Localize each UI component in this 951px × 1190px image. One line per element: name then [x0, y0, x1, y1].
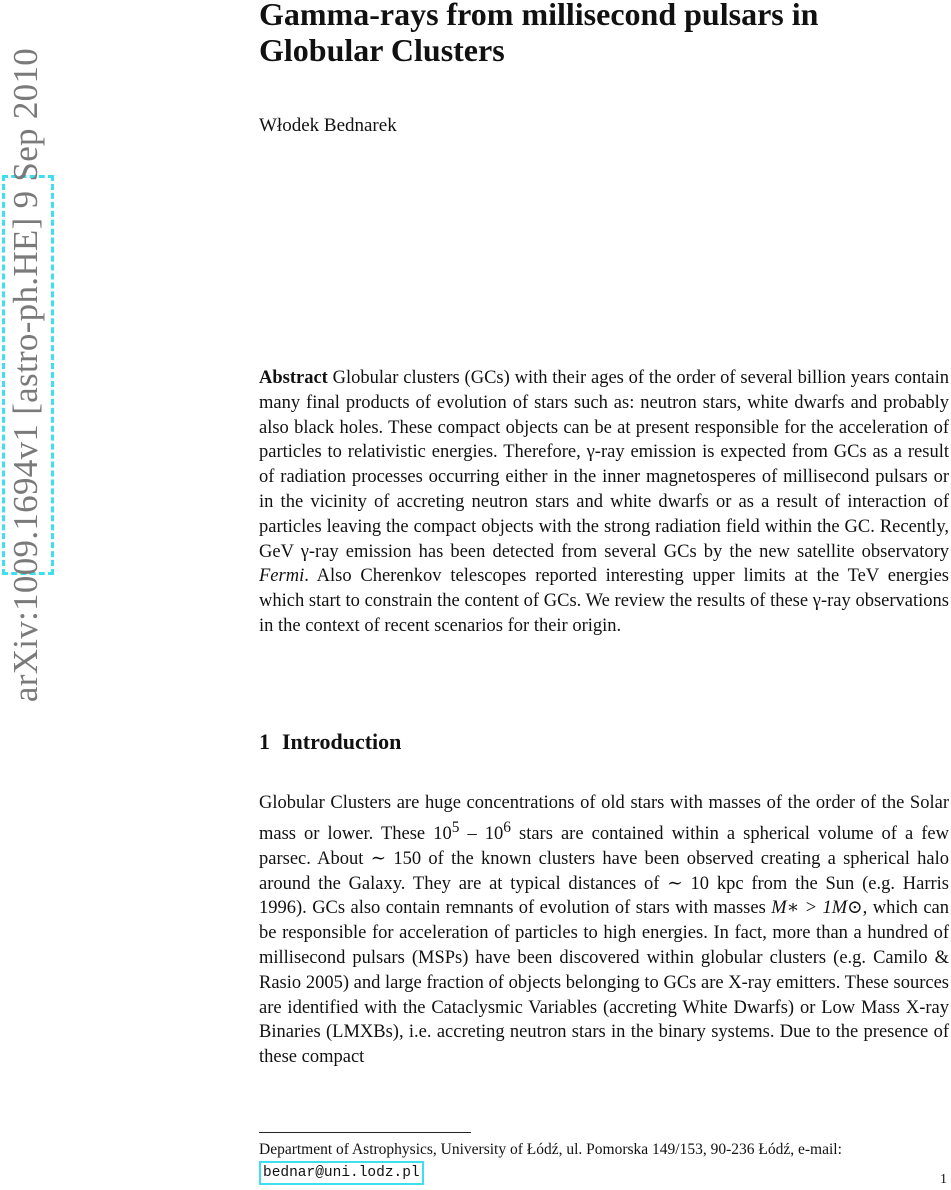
- abstract-fermi: Fermi: [259, 566, 305, 587]
- intro-text-part2: stars are contained within a spherical volume of a few parsec. About ∼ 150 of the known clusters have been observed creating a spherical halo around the Galaxy. They are at typical distances of ∼ 10 kpc from the Sun (e.g. Harris 1996). GCs also contain remnants of evolution of stars with masses: [259, 823, 949, 919]
- paper-title: Gamma-rays from millisecond pulsars in Globular Clusters: [259, 0, 819, 68]
- page-number: 1: [940, 1172, 947, 1187]
- section-number: 1: [259, 729, 270, 754]
- intro-exp-base2: 10: [484, 823, 504, 844]
- arxiv-identifier[interactable]: arXiv:1009.1694v1 [astro-ph.HE] 9 Sep 2010: [6, 47, 45, 703]
- introduction-paragraph: [259, 791, 949, 1070]
- intro-text-part3: , which can be responsible for acceleration of particles to high energies. In fact, more than a hundred of millisecond pulsars (MSPs) have been discovered within globular clusters (e.g. Camilo & Rasio 2005) and large fraction of objects belonging to GCs are X-ray emitters. These sources are identified with the Cataclysmic Variables (accreting White Dwarfs) or Low Mass X-ray Binaries (LMXBs), i.e. accreting neutron stars in the binary systems. Due to the presence of these compact: [259, 898, 950, 1068]
- footnote: [259, 1140, 949, 1185]
- abstract-text-part1: Globular clusters (GCs) with their ages of the order of several billion years contain many final products of evolution of stars such as: neutron stars, white dwarfs and probably also black holes. These compact objects can be at present responsible for the acceleration of particles to relativistic energies. Therefore, γ-ray emission is expected from GCs as a result of radiation processes occurring either in the inner magnetosperes of millisecond pulsars or in the vicinity of accreting neutron stars and white dwarfs or as a result of interaction of particles leaving the compact objects with the strong radiation field within the GC. Recently, GeV γ-ray emission has been detected from several GCs by the new satellite observatory: [259, 368, 949, 562]
- intro-exp-base1: 10: [433, 823, 452, 844]
- author-name: Włodek Bednarek: [259, 115, 397, 136]
- section-title: Introduction: [282, 729, 402, 754]
- intro-dash: –: [459, 823, 485, 844]
- abstract-label: Abstract: [259, 368, 328, 388]
- footnote-rule: [259, 1132, 471, 1133]
- abstract-text-part2: . Also Cherenkov telescopes reported interesting upper limits at the TeV energies which start to constrain the content of GCs. We review the results of these γ-ray observations in the context of recent scenarios for their origin.: [259, 566, 949, 636]
- intro-exponent2: 6: [503, 818, 511, 836]
- intro-text-part1: Globular Clusters are huge concentrations of old stars with masses of the order of the Solar mass or lower. These: [259, 793, 949, 844]
- footnote-text: Department of Astrophysics, University of Łódź, ul. Pomorska 149/153, 90-236 Łódź, e-mail:: [259, 1141, 842, 1158]
- email-link[interactable]: bednar@uni.lodz.pl: [259, 1161, 424, 1185]
- abstract: [259, 366, 949, 639]
- intro-exponent1: 5: [451, 818, 460, 836]
- intro-mass-expression: M∗ > 1M⊙: [771, 898, 863, 919]
- section-heading: [259, 728, 401, 756]
